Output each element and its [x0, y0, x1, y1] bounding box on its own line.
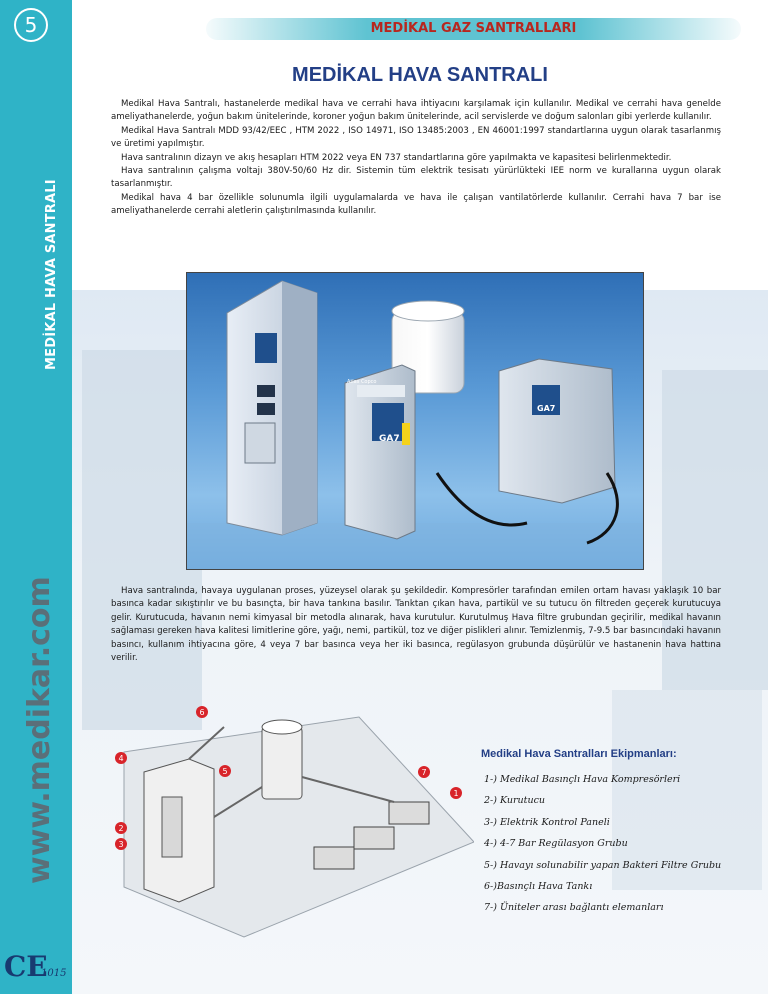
- equipment-item: 3-) Elektrik Kontrol Paneli: [484, 816, 610, 828]
- small-compressor-model-label: GA7: [537, 404, 556, 413]
- page-number: 5: [14, 8, 48, 42]
- section-header: MEDİKAL GAZ SANTRALLARI: [206, 18, 741, 40]
- intro-text: [111, 98, 721, 219]
- vertical-section-title: MEDİKAL HAVA SANTRALI: [44, 179, 59, 370]
- equipment-title: Medikal Hava Santralları Ekipmanları:: [481, 748, 677, 760]
- callout-1: 1: [453, 789, 459, 798]
- ce-number: 1015: [41, 968, 67, 979]
- intro-paragraph: Hava santralının çalışma voltajı 380V-50/60 Hz dir. Sistemin tüm elektrik tesisatı yürürlükteki IEE norm ve kurallarına uygun olarak tasarlanmıştır.: [111, 166, 721, 190]
- compressor-model-label: GA7: [379, 434, 400, 444]
- equipment-item: 7-) Üniteler arası bağlantı elemanları: [484, 902, 664, 914]
- intro-paragraph: Hava santralının dizayn ve akış hesapları HTM 2022 veya EN 737 standartlarına göre yapılmakta ve kapasitesi belirlenmektedir.: [121, 152, 672, 163]
- process-text: [111, 585, 721, 665]
- equipment-item: 5-) Havayı solunabilir yapan Bakteri Filtre Grubu: [484, 859, 722, 871]
- website-url: www.medikar.com: [22, 576, 57, 884]
- callout-5: 5: [222, 767, 228, 776]
- callout-6: 6: [199, 708, 205, 717]
- system-diagram: [104, 697, 474, 947]
- brand-label: Atlas Copco: [347, 379, 377, 385]
- equipment-list: [484, 769, 721, 919]
- callout-7: 7: [421, 768, 427, 777]
- equipment-item: 2-) Kurutucu: [484, 795, 546, 807]
- equipment-item: 1-) Medikal Basınçlı Hava Kompresörleri: [484, 774, 681, 785]
- process-paragraph: Hava santralında, havaya uygulanan proses, yüzeysel olarak şu şekildedir. Kompresörler tarafından emilen ortam havası yaklaşık 10 bar basınca kadar sıkıştırılır ve bu basınçta, bir hava tankına basılır. Tanktan çıkan hava, partikül ve su tutucu ön filtreden geçerek kurutucuya gelir. Kurutucuda, havanın nemi kimyasal bir metodla alınarak, hava kurutulur. Kurutulmuş Hava filtre grubundan geçirilir, medikal havanın sağlaması gereken hava kalitesi limitlerine göre, yağı, nemi, partikül, toz ve diğer pislikleri alınır. Temizlenmiş, 7-9.5 bar basıncındaki havanın basıncı, kullanım ihtiyacına göre, 4 veya 7 bar basınca veya her iki basınca, regülasyon grubunda düşürülür ve hastanenin hava hattına verilir.: [111, 586, 721, 664]
- equipment-item: 4-) 4-7 Bar Regülasyon Grubu: [484, 838, 628, 850]
- intro-paragraph: Medikal Hava Santralı MDD 93/42/EEC , HTM 2022 , ISO 14971, ISO 13485:2003 , EN 46001:1997 standartlarına uygun olarak tasarlanmış ve üretimi yapılmıştır.: [111, 125, 721, 150]
- equipment-item: 6-)Basınçlı Hava Tankı: [484, 880, 593, 892]
- intro-paragraph: Medikal hava 4 bar özellikle solunumla ilgili uygulamalarda ve hava ile çalışan vantilatörlerde kullanılır. Cerrahi hava 7 bar ise ameliyathanelerde cerrahi aletlerin çalıştırılmasında kullanılır.: [111, 192, 721, 217]
- callout-3: 3: [118, 840, 124, 849]
- ce-mark: CE: [4, 950, 48, 983]
- system-diagram-illustration: [104, 697, 474, 947]
- product-photo: [186, 272, 644, 570]
- product-photo-illustration: [187, 273, 643, 569]
- callout-2: 2: [118, 824, 124, 833]
- intro-paragraph: Medikal Hava Santralı, hastanelerde medikal hava ve cerrahi hava ihtiyacını karşılamak için kullanılır. Medikal ve cerrahi hava genelde ameliyathanelerde, yoğun bakım ünitelerinde, koroner yoğun bakım ünitelerinde, acil servislerde ve doğum salonları gibi yerlerde kullanılır.: [111, 99, 721, 123]
- page-title: MEDİKAL HAVA SANTRALI: [292, 64, 548, 86]
- callout-4: 4: [118, 754, 124, 763]
